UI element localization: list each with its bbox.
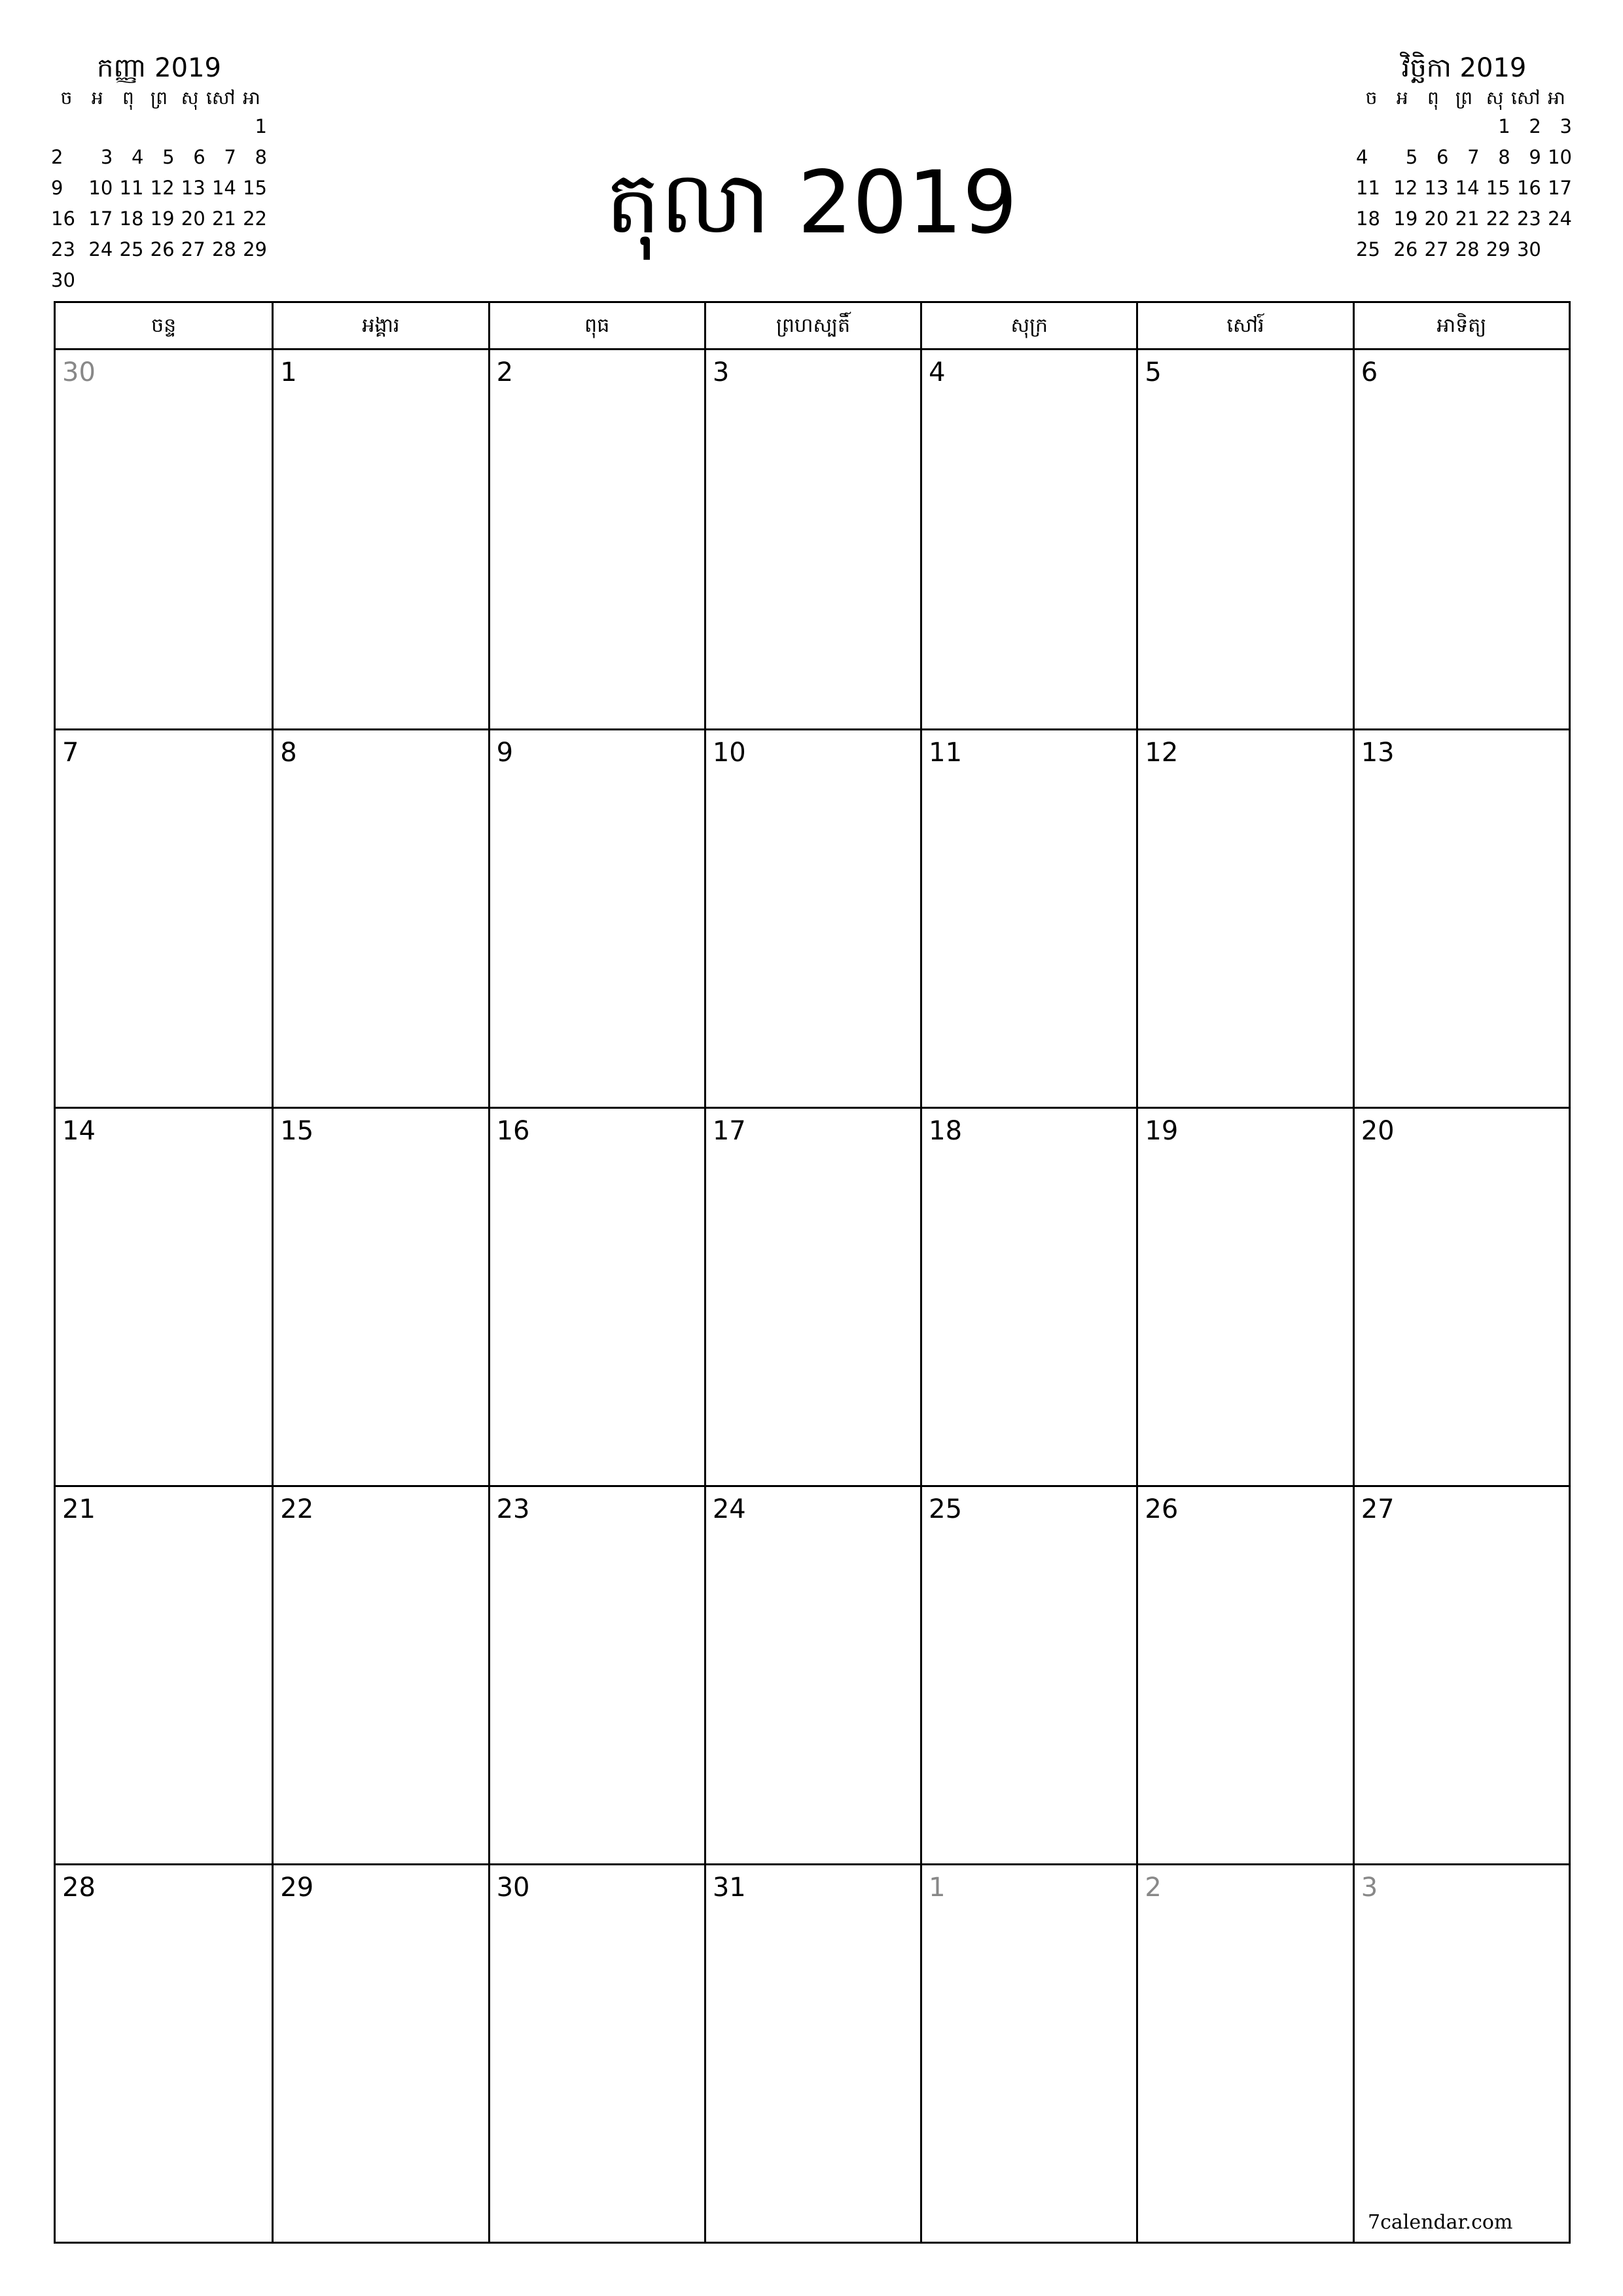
day-number: 1	[280, 357, 297, 387]
mini-day: 18	[119, 207, 144, 230]
mini-day	[1448, 111, 1479, 142]
day-cell	[1136, 1863, 1352, 2242]
day-number: 22	[280, 1494, 314, 1524]
mini-day: 15	[1486, 177, 1510, 199]
day-number: 12	[1145, 738, 1179, 768]
day-number: 24	[712, 1494, 746, 1524]
day-cell	[488, 728, 704, 1107]
mini-weekday-header: ព្រ	[150, 87, 168, 109]
mini-calendar-title: កញ្ញា 2019	[97, 53, 221, 83]
mini-day: 4	[1356, 146, 1368, 168]
mini-day	[175, 111, 205, 142]
mini-day: 24	[88, 238, 113, 260]
mini-day: 13	[181, 177, 205, 199]
mini-day: 8	[255, 146, 267, 168]
mini-day: 25	[119, 238, 144, 260]
mini-day: 17	[1548, 177, 1572, 199]
mini-day: 5	[1405, 146, 1418, 168]
day-cell	[488, 1863, 704, 2242]
mini-calendar-previous-month	[51, 51, 267, 296]
mini-day	[143, 265, 174, 296]
day-number: 8	[280, 738, 297, 768]
mini-day: 19	[150, 207, 175, 230]
day-cell	[1353, 1863, 1569, 2242]
weekday-header: អាទិត្យ	[1353, 303, 1569, 348]
day-cell	[704, 1863, 920, 2242]
month-calendar-grid	[54, 301, 1571, 2244]
mini-day: 16	[1516, 177, 1541, 199]
mini-day: 22	[243, 207, 267, 230]
day-number: 17	[712, 1116, 746, 1146]
day-number: 3	[712, 357, 730, 387]
day-number: 5	[1145, 357, 1162, 387]
mini-day: 21	[1455, 207, 1480, 230]
mini-day	[113, 111, 143, 142]
mini-day	[175, 265, 205, 296]
day-number: 9	[496, 738, 514, 768]
day-cell	[56, 1863, 272, 2242]
day-number: 30	[496, 1873, 530, 1903]
day-number: 25	[929, 1494, 963, 1524]
mini-day: 12	[1393, 177, 1418, 199]
mini-day: 2	[1529, 115, 1541, 137]
mini-weekday-header: អា	[243, 87, 260, 109]
weekday-header: សៅរ៍	[1136, 303, 1352, 348]
mini-day	[51, 111, 82, 142]
mini-day: 14	[211, 177, 236, 199]
day-cell	[272, 1863, 488, 2242]
mini-day: 11	[119, 177, 144, 199]
day-number: 20	[1361, 1116, 1395, 1146]
day-number: 2	[496, 357, 514, 387]
mini-weekday-header: សុ	[181, 87, 199, 109]
mini-weekday-header: សៅ	[206, 87, 236, 109]
mini-day: 27	[181, 238, 205, 260]
mini-day: 15	[243, 177, 267, 199]
day-cell	[272, 1107, 488, 1485]
day-cell	[56, 350, 272, 728]
mini-day	[1356, 111, 1387, 142]
mini-weekday-header: ព្រ	[1455, 87, 1473, 109]
weekday-header: ព្រហស្បតិ៍	[704, 303, 920, 348]
mini-day: 7	[1467, 146, 1480, 168]
day-cell	[488, 350, 704, 728]
mini-calendar-title: វិច្ឆិកា 2019	[1401, 53, 1527, 83]
mini-day: 12	[150, 177, 175, 199]
mini-day: 4	[131, 146, 144, 168]
mini-day: 17	[88, 207, 113, 230]
mini-day	[236, 265, 267, 296]
mini-day	[82, 111, 113, 142]
mini-weekday-header: អ	[1396, 87, 1408, 109]
mini-day: 5	[162, 146, 175, 168]
mini-weekday-header: អា	[1548, 87, 1565, 109]
day-number: 3	[1361, 1873, 1378, 1903]
mini-day: 13	[1424, 177, 1449, 199]
mini-day: 19	[1393, 207, 1418, 230]
mini-day: 28	[1455, 238, 1480, 260]
day-cell	[704, 728, 920, 1107]
weekday-header: សុក្រ	[920, 303, 1136, 348]
day-cell	[272, 350, 488, 728]
day-cell	[1136, 350, 1352, 728]
mini-day: 26	[1393, 238, 1418, 260]
mini-calendar-grid	[1356, 85, 1572, 265]
mini-calendar-next-month	[1356, 51, 1572, 265]
weekday-header: ចន្ទ	[151, 314, 177, 337]
mini-day: 29	[243, 238, 267, 260]
day-number: 29	[280, 1873, 314, 1903]
mini-day: 7	[224, 146, 236, 168]
day-cell	[920, 1107, 1136, 1485]
mini-day: 10	[88, 177, 113, 199]
day-number: 11	[929, 738, 963, 768]
mini-weekday-header: ពុ	[122, 87, 134, 109]
day-cell	[1353, 728, 1569, 1107]
day-number: 4	[929, 357, 946, 387]
mini-day: 14	[1455, 177, 1480, 199]
day-number: 26	[1145, 1494, 1179, 1524]
day-number: 31	[712, 1873, 746, 1903]
day-number: 7	[62, 738, 79, 768]
mini-day: 18	[1356, 207, 1380, 230]
day-cell	[272, 728, 488, 1107]
day-cell	[488, 1107, 704, 1485]
day-number: 30	[62, 357, 96, 387]
mini-day: 26	[150, 238, 175, 260]
day-cell	[1136, 1107, 1352, 1485]
mini-day: 10	[1548, 146, 1572, 168]
mini-day: 28	[211, 238, 236, 260]
day-cell	[56, 1107, 272, 1485]
day-number: 23	[496, 1494, 530, 1524]
mini-day: 1	[1498, 115, 1510, 137]
day-cell	[920, 350, 1136, 728]
mini-day: 20	[1424, 207, 1449, 230]
mini-day	[1541, 234, 1572, 265]
day-cell	[1353, 350, 1569, 728]
mini-day	[1418, 111, 1448, 142]
weekday-header: អង្គារ	[272, 303, 488, 348]
mini-weekday-header: ច	[60, 87, 73, 109]
day-cell	[1136, 728, 1352, 1107]
mini-day: 2	[51, 146, 63, 168]
day-cell	[1353, 1485, 1569, 1863]
mini-day: 6	[193, 146, 205, 168]
mini-day	[1387, 111, 1418, 142]
mini-day: 30	[1516, 238, 1541, 260]
mini-day	[143, 111, 174, 142]
day-number: 19	[1145, 1116, 1179, 1146]
mini-day: 9	[1529, 146, 1541, 168]
mini-day: 8	[1498, 146, 1510, 168]
watermark: 7calendar.com	[1368, 2211, 1513, 2234]
day-cell	[488, 1485, 704, 1863]
day-cell	[56, 1485, 272, 1863]
mini-weekday-header: សុ	[1486, 87, 1504, 109]
day-number: 13	[1361, 738, 1395, 768]
day-cell	[1136, 1485, 1352, 1863]
mini-day	[113, 265, 143, 296]
day-number: 10	[712, 738, 746, 768]
mini-weekday-header: ច	[1365, 87, 1378, 109]
day-number: 2	[1145, 1873, 1162, 1903]
mini-day: 27	[1424, 238, 1449, 260]
day-number: 21	[62, 1494, 96, 1524]
mini-day: 9	[51, 177, 63, 199]
day-cell	[920, 1485, 1136, 1863]
mini-day	[205, 265, 236, 296]
day-number: 1	[929, 1873, 946, 1903]
mini-day: 24	[1548, 207, 1572, 230]
mini-day: 22	[1486, 207, 1510, 230]
mini-day: 29	[1486, 238, 1510, 260]
mini-day: 1	[255, 115, 267, 137]
day-number: 14	[62, 1116, 96, 1146]
day-cell	[1353, 1107, 1569, 1485]
weekday-header-row	[56, 303, 1569, 350]
mini-day	[205, 111, 236, 142]
day-number: 18	[929, 1116, 963, 1146]
day-cell	[704, 350, 920, 728]
day-cell	[920, 1863, 1136, 2242]
mini-day	[82, 265, 113, 296]
mini-day: 23	[1516, 207, 1541, 230]
mini-weekday-header: ពុ	[1427, 87, 1439, 109]
day-number: 6	[1361, 357, 1378, 387]
mini-weekday-header: អ	[91, 87, 103, 109]
day-cell	[704, 1107, 920, 1485]
calendar-weeks	[56, 350, 1569, 2242]
mini-day: 16	[51, 207, 75, 230]
mini-day: 20	[181, 207, 205, 230]
day-number: 28	[62, 1873, 96, 1903]
mini-day: 3	[1560, 115, 1572, 137]
mini-weekday-header: សៅ	[1511, 87, 1541, 109]
mini-day: 11	[1356, 177, 1380, 199]
day-number: 15	[280, 1116, 314, 1146]
day-number: 16	[496, 1116, 530, 1146]
page-title: តុលា 2019	[605, 152, 1018, 253]
mini-day: 21	[211, 207, 236, 230]
day-cell	[704, 1485, 920, 1863]
mini-day: 6	[1436, 146, 1449, 168]
day-cell	[272, 1485, 488, 1863]
weekday-header: ពុធ	[488, 303, 704, 348]
mini-calendar-grid	[51, 85, 267, 296]
mini-day: 23	[51, 238, 75, 260]
day-cell	[920, 728, 1136, 1107]
mini-day: 3	[100, 146, 113, 168]
mini-day: 25	[1356, 238, 1380, 260]
mini-day: 30	[51, 269, 75, 291]
day-cell	[56, 728, 272, 1107]
day-number: 27	[1361, 1494, 1395, 1524]
